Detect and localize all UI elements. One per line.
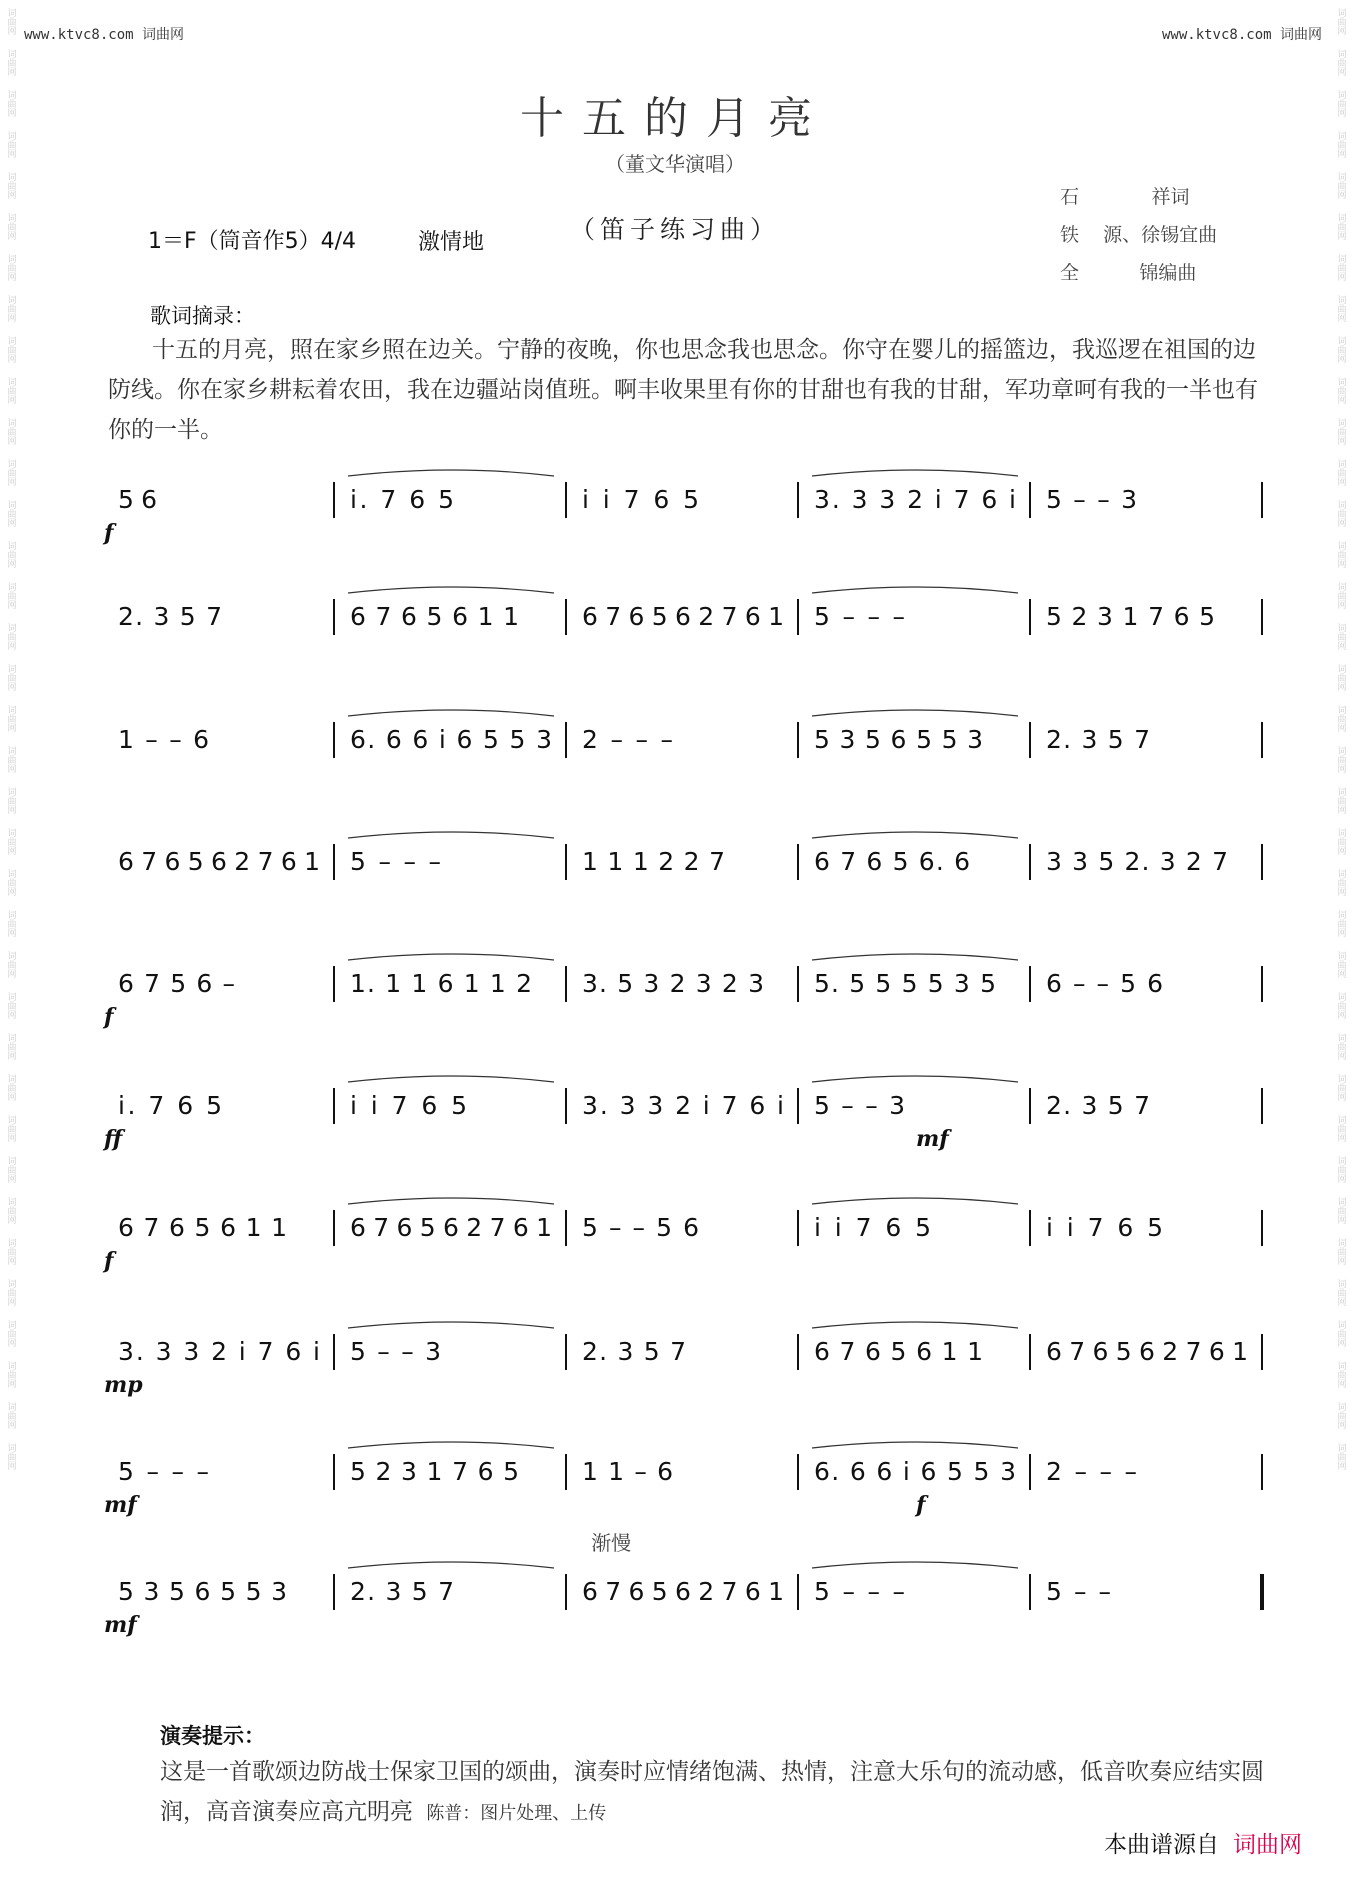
side-watermark-glyph: 词曲网 bbox=[1335, 1115, 1346, 1142]
side-watermark-glyph: 词曲网 bbox=[5, 1115, 16, 1142]
side-watermark-glyph: 词曲网 bbox=[5, 705, 16, 732]
side-watermark-glyph: 词曲网 bbox=[5, 213, 16, 240]
dynamic-marking: mp bbox=[104, 1372, 143, 1398]
measure: 5 – – 3 bbox=[1046, 485, 1137, 514]
side-watermark-glyph: 词曲网 bbox=[5, 1443, 16, 1470]
slur bbox=[348, 1076, 554, 1082]
measure: 1 – – 6 bbox=[118, 725, 209, 754]
slur bbox=[812, 1198, 1018, 1204]
side-watermark-glyph: 词曲网 bbox=[1335, 336, 1346, 363]
slur bbox=[348, 710, 554, 716]
dynamic-marking: mf bbox=[104, 1492, 137, 1518]
lyrics-text: 十五的月亮，照在家乡照在边关。宁静的夜晚，你也思念我也思念。你守在婴儿的摇篮边，我巡逻在祖国的边防线。你在家乡耕耘着农田，我在边疆站岗值班。啊丰收果里有你的甘甜也有我的甘甜，军功章呵有我的一半也有你的一半。 bbox=[108, 337, 1258, 443]
score-line-svg bbox=[104, 708, 1264, 788]
slur bbox=[812, 1562, 1018, 1568]
measure: 6 7 6 5 6 1 1 bbox=[118, 1213, 287, 1242]
side-watermark-glyph: 词曲网 bbox=[1335, 254, 1346, 281]
score-title: 十五的月亮 bbox=[520, 93, 830, 144]
measure: 3. 3 3 2 i 7 6 i bbox=[118, 1337, 320, 1366]
side-watermark-glyph: 词曲网 bbox=[5, 90, 16, 117]
measure: 5 – – 5 6 bbox=[582, 1213, 699, 1242]
measure: 6. 6 6 i 6 5 5 3 bbox=[814, 1457, 1016, 1486]
score-line bbox=[104, 1196, 1264, 1274]
measure: 6. 6 6 i 6 5 5 3 bbox=[350, 725, 552, 754]
side-watermark-glyph: 词曲网 bbox=[5, 1156, 16, 1183]
score-line-svg bbox=[104, 468, 1264, 548]
side-watermark-glyph: 词曲网 bbox=[5, 459, 16, 486]
side-watermark-glyph: 词曲网 bbox=[1335, 1238, 1346, 1265]
side-watermark-glyph: 词曲网 bbox=[1335, 1156, 1346, 1183]
side-watermark-glyph: 词曲网 bbox=[5, 254, 16, 281]
side-watermark-glyph: 词曲网 bbox=[5, 1279, 16, 1306]
side-watermark-glyph: 词曲网 bbox=[5, 8, 16, 35]
footer-brand: 词曲网 bbox=[1233, 1832, 1302, 1858]
side-watermark-glyph: 词曲网 bbox=[1335, 1197, 1346, 1224]
side-watermark-glyph: 词曲网 bbox=[5, 664, 16, 691]
measure: 6 7 6 5 6 1 1 bbox=[814, 1337, 983, 1366]
credit-composer: 铁 源、徐锡宜曲 bbox=[1060, 224, 1218, 246]
measure: i i 7 6 5 bbox=[582, 485, 699, 514]
side-watermark-glyph: 词曲网 bbox=[1335, 1033, 1346, 1060]
score-line-svg bbox=[104, 1320, 1264, 1400]
measure: 3. 3 3 2 i 7 6 i bbox=[582, 1091, 784, 1120]
measure: 1 1 1 2 2 7 bbox=[582, 847, 725, 876]
score-line bbox=[104, 1074, 1264, 1152]
score-line-svg bbox=[104, 585, 1264, 665]
side-watermark-glyph: 词曲网 bbox=[1335, 582, 1346, 609]
measure: 6 7 6 5 6 2 7 6 1 bbox=[582, 1577, 784, 1606]
side-watermark-glyph: 词曲网 bbox=[1335, 1402, 1346, 1429]
dynamic-marking: f bbox=[916, 1492, 926, 1518]
watermark-top-left: www.ktvc8.com 词曲网 bbox=[24, 27, 185, 43]
side-watermark-glyph: 词曲网 bbox=[1335, 131, 1346, 158]
score-line-svg bbox=[104, 952, 1264, 1032]
score-line-svg bbox=[104, 1531, 1264, 1640]
side-watermark-glyph: 词曲网 bbox=[1335, 541, 1346, 568]
slur bbox=[812, 1076, 1018, 1082]
measure: 6 – – 5 6 bbox=[1046, 969, 1163, 998]
measure: 6 7 6 5 6 2 7 6 1 bbox=[350, 1213, 552, 1242]
score-line-svg bbox=[104, 1074, 1264, 1154]
side-watermark-glyph: 词曲网 bbox=[1335, 377, 1346, 404]
footer-source-text: 本曲谱源自 bbox=[1104, 1832, 1219, 1858]
measure: 5 – – 3 bbox=[350, 1337, 441, 1366]
slur bbox=[348, 1562, 554, 1568]
side-watermark-glyph: 词曲网 bbox=[1335, 500, 1346, 527]
measure: 5 – – – bbox=[350, 847, 441, 876]
tempo-annotation: 渐慢 bbox=[591, 1531, 632, 1555]
slur bbox=[348, 832, 554, 838]
slur bbox=[812, 710, 1018, 716]
slur bbox=[812, 832, 1018, 838]
measure: 5 3 5 6 5 5 3 bbox=[118, 1577, 287, 1606]
slur bbox=[812, 470, 1018, 476]
slur bbox=[348, 1442, 554, 1448]
side-watermark-glyph: 词曲网 bbox=[1335, 623, 1346, 650]
side-watermark-glyph: 词曲网 bbox=[5, 500, 16, 527]
dynamic-marking: ff bbox=[104, 1126, 123, 1152]
key-signature: 1＝F（筒音作5）4/4 bbox=[148, 229, 357, 254]
side-watermark-glyph: 词曲网 bbox=[1335, 869, 1346, 896]
side-watermark-glyph: 词曲网 bbox=[1335, 1279, 1346, 1306]
side-watermark-glyph: 词曲网 bbox=[5, 828, 16, 855]
measure: 3. 5 3 2 3 2 3 bbox=[582, 969, 764, 998]
dynamic-marking: f bbox=[104, 520, 114, 546]
measure: 5 3 5 6 5 5 3 bbox=[814, 725, 983, 754]
measure: 3. 3 3 2 i 7 6 i bbox=[814, 485, 1016, 514]
score-line bbox=[104, 585, 1264, 655]
tempo-marking: 激情地 bbox=[418, 230, 485, 255]
side-watermark-glyph: 词曲网 bbox=[1335, 8, 1346, 35]
side-watermark-glyph: 词曲网 bbox=[1335, 828, 1346, 855]
side-watermark-glyph: 词曲网 bbox=[1335, 1074, 1346, 1101]
credit-arranger: 全 锦编曲 bbox=[1060, 262, 1197, 284]
measure: 2 – – – bbox=[582, 725, 673, 754]
slur bbox=[348, 954, 554, 960]
slur bbox=[348, 1198, 554, 1204]
credits bbox=[1060, 178, 1217, 292]
score-line bbox=[104, 1531, 1264, 1638]
measure: 5 2 3 1 7 6 5 bbox=[350, 1457, 519, 1486]
side-watermark-glyph: 词曲网 bbox=[5, 1033, 16, 1060]
side-watermark-glyph: 词曲网 bbox=[1335, 746, 1346, 773]
side-watermark-glyph: 词曲网 bbox=[1335, 1361, 1346, 1388]
side-watermark-glyph: 词曲网 bbox=[5, 1320, 16, 1347]
watermark-top-right: www.ktvc8.com 词曲网 bbox=[1161, 27, 1322, 43]
measure: 6 7 5 6 – bbox=[118, 969, 235, 998]
score-line bbox=[104, 468, 1264, 546]
measure: i. 7 6 5 bbox=[118, 1091, 222, 1120]
score-line-svg bbox=[104, 1440, 1264, 1520]
side-watermark-glyph: 词曲网 bbox=[5, 623, 16, 650]
dynamic-marking: f bbox=[104, 1248, 114, 1274]
measure: i i 7 6 5 bbox=[1046, 1213, 1163, 1242]
measure: 5 – – – bbox=[814, 602, 905, 631]
slur bbox=[348, 587, 554, 593]
side-watermark-glyph: 词曲网 bbox=[1335, 172, 1346, 199]
side-watermark-glyph: 词曲网 bbox=[5, 910, 16, 937]
measure: i. 7 6 5 bbox=[350, 485, 454, 514]
score-line bbox=[104, 830, 1264, 900]
slur bbox=[812, 1322, 1018, 1328]
side-watermark-glyph: 词曲网 bbox=[1335, 295, 1346, 322]
side-watermark-glyph: 词曲网 bbox=[5, 992, 16, 1019]
measure: 1. 1 1 6 1 1 2 bbox=[350, 969, 532, 998]
measure: 6 7 6 5 6 2 7 6 1 bbox=[118, 847, 320, 876]
measure: 5 – – – bbox=[118, 1457, 209, 1486]
measure: 1 1 – 6 bbox=[582, 1457, 673, 1486]
side-watermark-glyph: 词曲网 bbox=[1335, 664, 1346, 691]
measure: 6 7 6 5 6 2 7 6 1 bbox=[1046, 1337, 1248, 1366]
footer-source bbox=[1104, 1826, 1302, 1859]
score-subtitle: （笛子练习曲） bbox=[569, 215, 780, 244]
tips-text bbox=[160, 1752, 1265, 1834]
side-watermark-glyph: 词曲网 bbox=[5, 951, 16, 978]
dynamic-marking: f bbox=[104, 1004, 114, 1030]
slur bbox=[812, 1442, 1018, 1448]
side-watermark-glyph: 词曲网 bbox=[1335, 1443, 1346, 1470]
side-watermark-glyph: 词曲网 bbox=[5, 746, 16, 773]
side-watermark-glyph: 词曲网 bbox=[5, 172, 16, 199]
measure: i i 7 6 5 bbox=[350, 1091, 467, 1120]
lyrics-heading: 歌词摘录： bbox=[150, 304, 255, 328]
measure: 2. 3 5 7 bbox=[1046, 1091, 1150, 1120]
side-watermark-glyph: 词曲网 bbox=[1335, 90, 1346, 117]
measure: 2. 3 5 7 bbox=[118, 602, 222, 631]
score-line-svg bbox=[104, 830, 1264, 910]
measure: 2. 3 5 7 bbox=[582, 1337, 686, 1366]
performer-note: （董文华演唱） bbox=[605, 152, 745, 176]
side-watermark-glyph: 词曲网 bbox=[5, 418, 16, 445]
tips-body: 这是一首歌颂边防战士保家卫国的颂曲，演奏时应情绪饱满、热情，注意大乐句的流动感，低音吹奏应结实圆润，高音演奏应高亢明亮 bbox=[160, 1759, 1264, 1825]
side-watermark-glyph: 词曲网 bbox=[1335, 213, 1346, 240]
side-watermark-glyph: 词曲网 bbox=[5, 1238, 16, 1265]
credit-lyricist: 石 祥词 bbox=[1060, 186, 1190, 208]
slur bbox=[348, 1322, 554, 1328]
measure: 6 7 6 5 6. 6 bbox=[814, 847, 970, 876]
measure: 6 7 6 5 6 2 7 6 1 bbox=[582, 602, 784, 631]
side-watermark-glyph: 词曲网 bbox=[5, 541, 16, 568]
score-line bbox=[104, 1440, 1264, 1518]
dynamic-marking: mf bbox=[104, 1612, 137, 1638]
side-watermark-glyph: 词曲网 bbox=[5, 582, 16, 609]
measure: 5 – – – bbox=[814, 1577, 905, 1606]
measure: 5 6 bbox=[118, 485, 157, 514]
side-watermark-left bbox=[2, 0, 18, 1886]
measure: 5 – – 3 bbox=[814, 1091, 905, 1120]
side-watermark-glyph: 词曲网 bbox=[1335, 418, 1346, 445]
side-watermark-glyph: 词曲网 bbox=[1335, 951, 1346, 978]
measure: 5. 5 5 5 5 3 5 bbox=[814, 969, 996, 998]
measure: 5 2 3 1 7 6 5 bbox=[1046, 602, 1215, 631]
side-watermark-glyph: 词曲网 bbox=[1335, 49, 1346, 76]
measure: 2. 3 5 7 bbox=[1046, 725, 1150, 754]
measure: 5 – – bbox=[1046, 1577, 1111, 1606]
side-watermark-glyph: 词曲网 bbox=[1335, 459, 1346, 486]
side-watermark-glyph: 词曲网 bbox=[1335, 705, 1346, 732]
side-watermark-glyph: 词曲网 bbox=[5, 377, 16, 404]
measure: 3 3 5 2. 3 2 7 bbox=[1046, 847, 1228, 876]
side-watermark-glyph: 词曲网 bbox=[5, 787, 16, 814]
tips-heading: 演奏提示： bbox=[160, 1724, 265, 1748]
side-watermark-glyph: 词曲网 bbox=[5, 295, 16, 322]
side-watermark-glyph: 词曲网 bbox=[5, 131, 16, 158]
side-watermark-glyph: 词曲网 bbox=[5, 336, 16, 363]
dynamic-marking: mf bbox=[916, 1126, 949, 1152]
side-watermark-glyph: 词曲网 bbox=[5, 1361, 16, 1388]
side-watermark-glyph: 词曲网 bbox=[5, 49, 16, 76]
score-line-svg bbox=[104, 1196, 1264, 1276]
slur bbox=[812, 587, 1018, 593]
slur bbox=[812, 954, 1018, 960]
side-watermark-glyph: 词曲网 bbox=[5, 1402, 16, 1429]
score-line bbox=[104, 952, 1264, 1030]
side-watermark-glyph: 词曲网 bbox=[1335, 910, 1346, 937]
side-watermark-glyph: 词曲网 bbox=[5, 1074, 16, 1101]
side-watermark-glyph: 词曲网 bbox=[5, 869, 16, 896]
score-line bbox=[104, 1320, 1264, 1398]
measure: 6 7 6 5 6 1 1 bbox=[350, 602, 519, 631]
side-watermark-glyph: 词曲网 bbox=[5, 1197, 16, 1224]
score-line bbox=[104, 708, 1264, 778]
measure: i i 7 6 5 bbox=[814, 1213, 931, 1242]
side-watermark-glyph: 词曲网 bbox=[1335, 992, 1346, 1019]
slur bbox=[348, 470, 554, 476]
tips-credit: 陈普：图片处理、上传 bbox=[426, 1803, 607, 1824]
measure: 2. 3 5 7 bbox=[350, 1577, 454, 1606]
side-watermark-glyph: 词曲网 bbox=[1335, 1320, 1346, 1347]
side-watermark-glyph: 词曲网 bbox=[1335, 787, 1346, 814]
side-watermark-right bbox=[1332, 0, 1348, 1886]
measure: 2 – – – bbox=[1046, 1457, 1137, 1486]
